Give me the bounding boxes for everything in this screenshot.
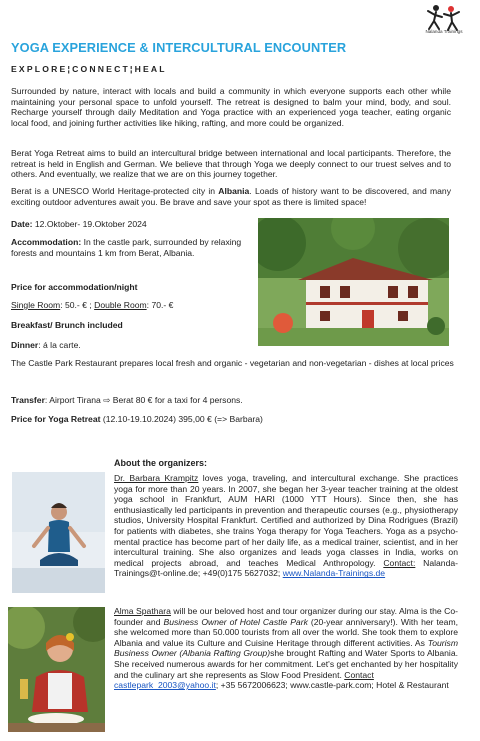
organizers-heading: About the organizers: (114, 458, 208, 468)
nalanda-website-link[interactable]: www.Nalanda-Trainings.de (282, 568, 386, 579)
barbara-bio: Dr. Barbara Krampitz loves yoga, traveling, and intercultural exchange. She practices yoga for more than 20 years. In 2007, she began her 3-year teacher training at the oldest yoga school in Frankfurt, AUM HARI (1000 YTT Hours). Since then, she has enthusiastically led participants in prevention and therapeutic courses (e.g., physiotherapy studios, University Hospital Frankfurt. Certified and authorized by Dina Rodrigues (Brazil) for patients with diabetes, she trains Yoga therapy for Yoga Teachers. Yoga as a psycho-mental practice has become part of her daily life, as a medical trainer, scientist, and in her intercultural training. She also organizes and leads yoga classes in India, works on medical projects abroad, and teaches Medical Anthropology. Contact: Nalanda-Trainings@t-online.de; +49(0)175 5627032; www.Nalanda-Trainings.de (114, 473, 459, 579)
alma-email-link[interactable]: castlepark_2003@yahoo.it (114, 680, 216, 691)
alma-photo (8, 607, 105, 732)
tagline: EXPLORE¦CONNECT¦HEAL (11, 64, 167, 74)
room-prices: Single Room: 50.- € ; Double Room: 70.- € (11, 300, 174, 310)
barbara-photo (12, 472, 105, 593)
logo-caption: Nalanda Trainings (425, 29, 463, 34)
intro-paragraph-3: Berat is a UNESCO World Heritage-protected city in Albania. Loads of history want to be discovered, and many exciting outdoor adventures await you. Be brave and save your spot as there is limited space! (11, 186, 452, 207)
dinner-line: Dinner: á la carte. (11, 340, 81, 350)
breakfast-line: Breakfast/ Brunch included (11, 320, 123, 330)
albania-label: Albania (218, 186, 250, 196)
transfer-line: Transfer: Airport Tirana ⇨ Berat 80 € for a taxi for 4 persons. (11, 395, 243, 405)
price-heading: Price for accommodation/night (11, 282, 138, 292)
accommodation-line: Accommodation: In the castle park, surrounded by relaxing forests and mountains 1 km from Berat, Albania. (11, 237, 242, 258)
date-line: Date: 12.Oktober- 19.Oktober 2024 (11, 219, 147, 229)
hotel-castle-photo (258, 218, 449, 346)
retreat-price-line: Price for Yoga Retreat (12.10-19.10.2024) 395,00 € (=> Barbara) (11, 414, 263, 424)
barbara-name: Dr. Barbara Krampitz (114, 473, 199, 483)
page-title: YOGA EXPERIENCE & INTERCULTURAL ENCOUNTER (11, 40, 347, 55)
alma-bio: Alma Spathara will be our beloved host and tour organizer during our stay. Alma is the Co-founder and Business Owner of Hotel Castle Park (20-year anniversary!). With her team, she welcomed more than 50.000 tourists from all over the world. She took them to explore Albania and value its Culture and Cuisine Heritage through different activities. As Tourism Business Owner (Albania Rafting Group)she brought Rafting and Water Sports to Albania. She received numerous awards for her commitment. Let's get enchanted by her hospitality and the culinary art she represents as Slow Food President. Contact castlepark_2003@yahoo.it; +35 5672006623; www.castle-park.com; Hotel & Restaurant (114, 606, 458, 691)
intro-paragraph-1: Surrounded by nature, interact with locals and build a community in which everyone supports each other while maintaining your personal space to unfold yourself. The retreat is designed to balm your mind, body, and soul. Recharge yourself through daily Meditation and Yoga practice with an experienced yoga teacher, eating organic local food, and joining further activities like hiking, rafting, and more could be organized. (11, 86, 451, 128)
alma-name: Alma Spathara (114, 606, 171, 616)
restaurant-note: The Castle Park Restaurant prepares local fresh and organic - vegetarian and non-vegetarian - dishes at local prices (11, 358, 454, 368)
intro-paragraph-2: Berat Yoga Retreat aims to build an intercultural bridge between international and local participants. Therefore, the retreat is held in English and German. We believe that through Yoga we deeply connect to our truest selves and to others. And eventually, we realize that we are on this journey together. (11, 148, 451, 180)
